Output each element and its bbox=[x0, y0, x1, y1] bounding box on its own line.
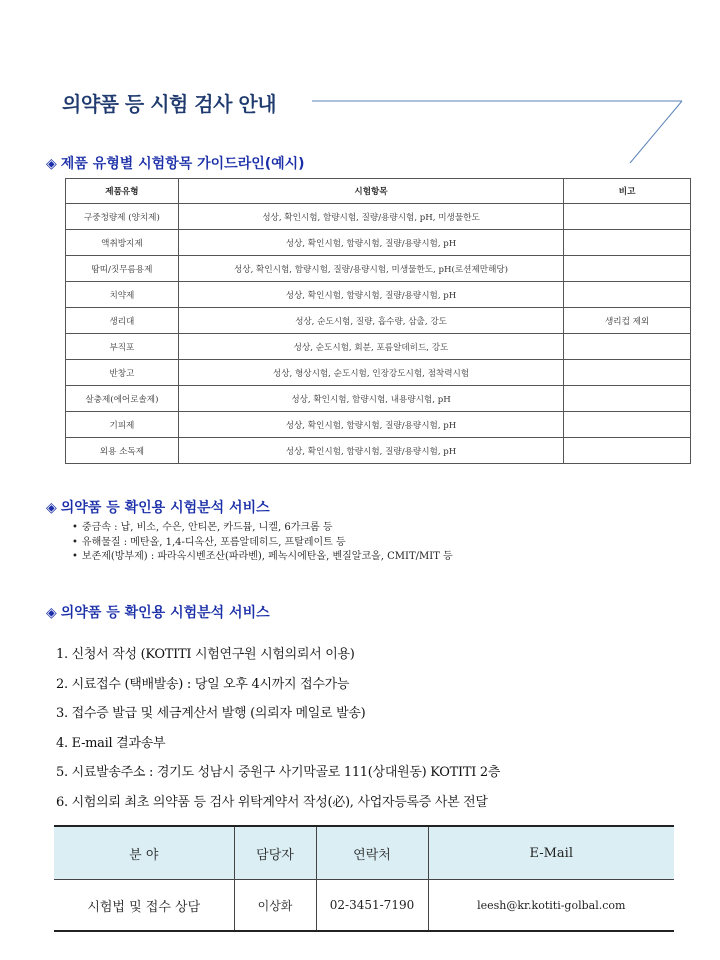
test-items-cell: 성상, 순도시험, 회분, 포름알데히드, 강도 bbox=[178, 334, 563, 360]
note-cell bbox=[564, 334, 691, 360]
product-type-cell: 치약제 bbox=[66, 282, 179, 308]
page-title: 의약품 등 시험 검사 안내 bbox=[62, 92, 277, 116]
test-items-cell: 성상, 확인시험, 함량시험, 질량/용량시험, pH bbox=[178, 282, 563, 308]
table-row bbox=[66, 360, 691, 386]
list-item: • 유해물질 : 메탄올, 1,4-디옥산, 포름알데히드, 프탈레이트 등 bbox=[72, 536, 453, 551]
section2-heading-text: 의약품 등 확인용 시험분석 서비스 bbox=[60, 500, 270, 516]
product-type-cell: 구중청량제 (양치제) bbox=[66, 204, 179, 230]
diamond-bullet-icon: ◈ bbox=[46, 156, 57, 172]
table-row bbox=[66, 438, 691, 464]
note-cell bbox=[564, 412, 691, 438]
diamond-bullet-icon: ◈ bbox=[46, 500, 57, 516]
column-header: 연락처 bbox=[316, 826, 428, 880]
table-row bbox=[66, 282, 691, 308]
section3-heading-text: 의약품 등 확인용 시험분석 서비스 bbox=[60, 605, 270, 621]
note-cell bbox=[564, 204, 691, 230]
test-items-cell: 성상, 순도시험, 질량, 흡수량, 삼출, 강도 bbox=[178, 308, 563, 334]
table-row bbox=[66, 256, 691, 282]
column-header: 분 야 bbox=[54, 826, 234, 880]
table-row bbox=[66, 204, 691, 230]
table-row bbox=[66, 308, 691, 334]
test-items-cell: 성상, 확인시험, 함량시험, 내용량시험, pH bbox=[178, 386, 563, 412]
product-type-cell: 기피제 bbox=[66, 412, 179, 438]
list-item: 2. 시료접수 (택배발송) : 당일 오후 4시까지 접수가능 bbox=[56, 676, 350, 692]
column-header: 비고 bbox=[564, 179, 691, 204]
column-header: 제품유형 bbox=[66, 179, 179, 204]
column-header: 담당자 bbox=[234, 826, 316, 880]
note-cell bbox=[564, 438, 691, 464]
note-cell bbox=[564, 282, 691, 308]
list-item: • 중금속 : 납, 비소, 수은, 안티몬, 카드뮴, 니켈, 6가크롬 등 bbox=[72, 521, 453, 536]
note-cell bbox=[564, 230, 691, 256]
test-guideline-table bbox=[65, 178, 691, 464]
note-cell bbox=[564, 386, 691, 412]
contact-header-row bbox=[54, 826, 674, 880]
note-cell: 생리컵 제외 bbox=[564, 308, 691, 334]
list-item: 3. 접수증 발급 및 세금계산서 발행 (의뢰자 메일로 발송) bbox=[56, 706, 366, 721]
column-header: 시험항목 bbox=[178, 179, 563, 204]
analysis-service-list bbox=[72, 521, 453, 565]
list-item: 5. 시료발송주소 : 경기도 성남시 중원구 사기막골로 111(상대원동) KOTITI 2층 bbox=[56, 765, 501, 780]
list-item: 6. 시험의뢰 최초 의약품 등 검사 위탁계약서 작성(必), 사업자등록증 사본 전달 bbox=[56, 794, 488, 810]
test-items-cell: 성상, 확인시험, 함량시험, 질량/용량시험, pH bbox=[178, 230, 563, 256]
test-items-cell: 성상, 확인시험, 함량시험, 질량/용량시험, pH bbox=[178, 412, 563, 438]
test-items-cell: 성상, 확인시험, 함량시험, 질량/용량시험, pH, 미생물한도 bbox=[178, 204, 563, 230]
contact-table bbox=[54, 825, 674, 932]
contact-row bbox=[54, 880, 674, 932]
field-cell: 시험법 및 접수 상담 bbox=[54, 880, 234, 932]
product-type-cell: 부직포 bbox=[66, 334, 179, 360]
test-items-cell: 성상, 확인시험, 함량시험, 질량/용량시험, pH bbox=[178, 438, 563, 464]
test-items-cell: 성상, 확인시험, 함량시험, 질량/용량시험, 미생물한도, pH(로션제만해당) bbox=[178, 256, 563, 282]
section2-heading bbox=[46, 497, 270, 517]
product-type-cell: 땀띠/짓무름용제 bbox=[66, 256, 179, 282]
note-cell bbox=[564, 256, 691, 282]
table-header-row bbox=[66, 179, 691, 204]
table-row bbox=[66, 334, 691, 360]
section1-heading-text: 제품 유형별 시험항목 가이드라인(예시) bbox=[60, 156, 305, 172]
list-item: 1. 신청서 작성 (KOTITI 시험연구원 시험의뢰서 이용) bbox=[56, 647, 355, 662]
product-type-cell: 살충제(에어로솔제) bbox=[66, 386, 179, 412]
product-type-cell: 액취방지제 bbox=[66, 230, 179, 256]
product-type-cell: 외용 소독제 bbox=[66, 438, 179, 464]
list-item: • 보존제(방부제) : 파라옥시벤조산(파라벤), 페녹시에탄올, 벤질알코올, CMIT/MIT 등 bbox=[72, 550, 453, 565]
table-row bbox=[66, 412, 691, 438]
product-type-cell: 생리대 bbox=[66, 308, 179, 334]
diamond-bullet-icon: ◈ bbox=[46, 605, 57, 621]
table-row bbox=[66, 386, 691, 412]
procedure-steps-list bbox=[56, 644, 500, 821]
email-cell: leesh@kr.kotiti-golbal.com bbox=[428, 880, 674, 932]
section3-heading bbox=[46, 602, 270, 622]
list-item: 4. E-mail 결과송부 bbox=[56, 735, 166, 751]
test-items-cell: 성상, 형상시험, 순도시험, 인장강도시험, 점착력시험 bbox=[178, 360, 563, 386]
table-row bbox=[66, 230, 691, 256]
note-cell bbox=[564, 360, 691, 386]
section1-heading bbox=[46, 153, 305, 173]
product-type-cell: 반창고 bbox=[66, 360, 179, 386]
phone-cell: 02-3451-7190 bbox=[316, 880, 428, 932]
column-header: E-Mail bbox=[428, 826, 674, 880]
manager-cell: 이상화 bbox=[234, 880, 316, 932]
